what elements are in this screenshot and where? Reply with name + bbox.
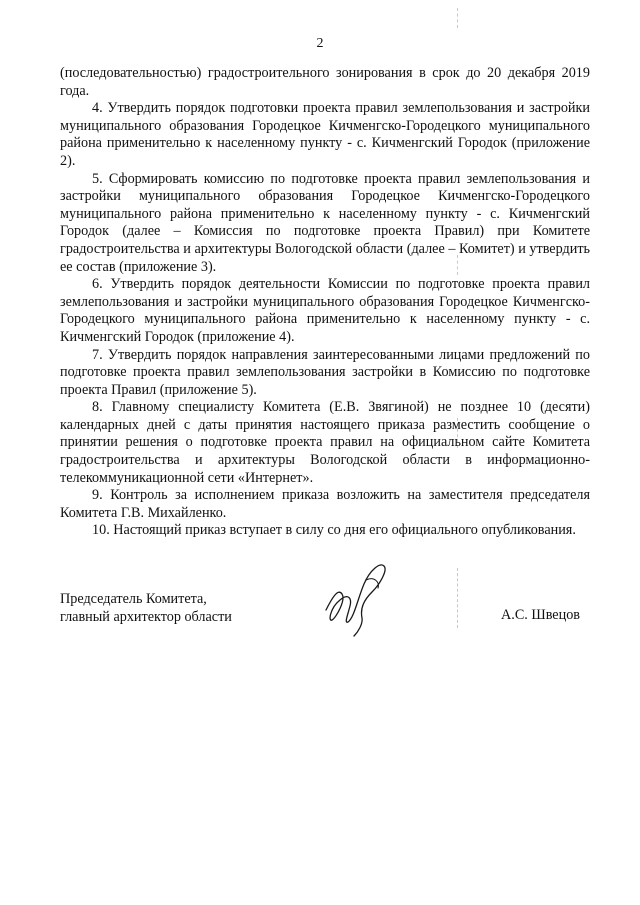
paragraph-item-9: 9. Контроль за исполнением приказа возложить на заместителя председателя Комитета Г.В. Михайленко. (60, 487, 590, 521)
paragraph-item-4: 4. Утвердить порядок подготовки проекта правил землепользования и застройки муниципального образования Городецкое Кичменгско-Городецкого муниципального района применительно к населенному пункту - с. Кичменгский Городок (приложение 2). (60, 100, 590, 169)
paragraph-item-6: 6. Утвердить порядок деятельности Комиссии по подготовке проекта правил землепользования и застройки муниципального образования Городецкое Кичменгско-Городецкого муниципального района применительно к населенному пункту - с. Кичменгский Городок (приложение 4). (60, 276, 590, 345)
document-body (60, 65, 590, 540)
signatory-title (60, 590, 232, 626)
signatory-title-line1: Председатель Комитета, (60, 591, 207, 607)
page-number: 2 (316, 36, 324, 51)
paragraph-item-10: 10. Настоящий приказ вступает в силу со дня его официального опубликования. (92, 522, 576, 539)
paragraph-item-8: 8. Главному специалисту Комитета (Е.В. Звягиной) не позднее 10 (десяти) календарных дней с даты принятия настоящего приказа разместить сообщение о принятии решения о подготовке проекта правил на официальном сайте Комитета градостроительства и архитектуры Вологодской области в информационно-телекоммуникационной сети «Интернет». (60, 399, 590, 486)
signatory-title-line2: главный архитектор области (60, 609, 232, 625)
scan-mark (457, 8, 458, 28)
paragraph-item-7: 7. Утвердить порядок направления заинтересованными лицами предложений по подготовке проекта правил землепользования застройки в Комиссию по подготовке проекта Правил (приложение 5). (60, 346, 590, 398)
paragraph-continuation: (последовательностью) градостроительного зонирования в срок до 20 декабря 2019 года. (60, 65, 590, 99)
signatory-name: А.С. Швецов (501, 607, 580, 623)
paragraph-item-5: 5. Сформировать комиссию по подготовке проекта правил землепользования и застройки муниципального образования Городецкое Кичменгско-Городецкого муниципального района применительно к населенному пункту - с. Кичменгский Городок (далее – Комиссия по подготовке проекта Правил) при Комитете градостроительства и архитектуры Вологодской области (далее – Комитет) и утвердить ее состав (приложение 3). (60, 170, 590, 275)
handwritten-signature-icon (318, 558, 398, 638)
